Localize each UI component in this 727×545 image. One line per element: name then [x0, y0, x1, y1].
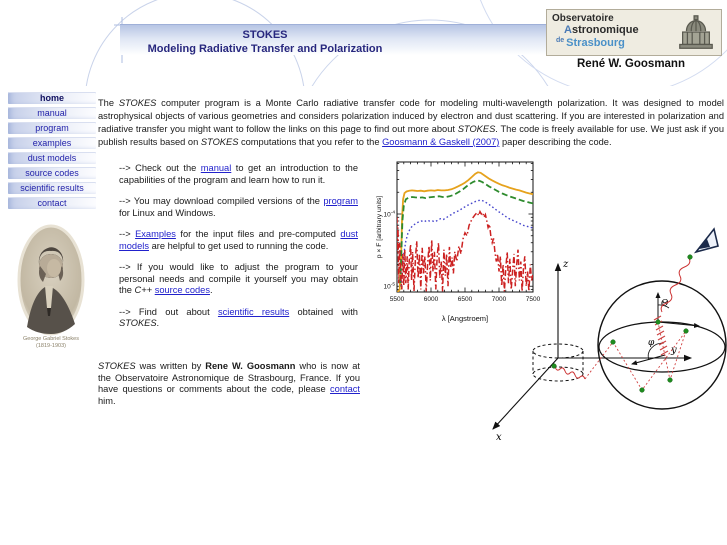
- sidebar-item-label: contact: [37, 198, 67, 208]
- feature-item: [119, 307, 358, 330]
- sidebar-item-source-codes[interactable]: [8, 167, 96, 179]
- feature-item: [119, 196, 358, 219]
- credits-paragraph: [98, 361, 360, 407]
- text-segment: who is now at the Observatoire Astronomique de Strasbourg, France. If you have questions or comments about the code, please: [98, 361, 360, 395]
- sidebar-item-program[interactable]: [8, 122, 96, 134]
- text-segment: computer program is a Monte Carlo radiative transfer code for modeling multi-wavelength polarization. It was designed to model astrophysical objects of various geometries and considers polarization induced by electron and dust scattering. If you are interested in polarization and radiative transfer you might want to follow the links on this page to find out more about: [98, 98, 724, 134]
- sidebar-item-examples[interactable]: [8, 137, 96, 149]
- text-segment: him.: [98, 395, 116, 406]
- text-segment: are helpful to get used to running the code.: [148, 240, 329, 251]
- text-segment: . The code is freely available for use. We just ask if you publish results based on: [98, 123, 725, 147]
- site-title-block: [120, 28, 410, 56]
- text-link[interactable]: program: [323, 196, 358, 206]
- sidebar-item-label: dust models: [27, 153, 77, 163]
- text-segment: --> Check out the: [119, 163, 201, 173]
- sidebar-item-scientific-results[interactable]: [8, 182, 96, 194]
- y-axis-title: p × F [arbitrary units]: [376, 195, 383, 259]
- main-coordinate-axes: [493, 264, 691, 429]
- text-segment: Rene W. Goosmann: [205, 361, 296, 372]
- x-tick-label: 6000: [423, 296, 439, 303]
- page-subtitle: Modeling Radiative Transfer and Polarization: [147, 43, 383, 55]
- text-link[interactable]: scientific results: [217, 306, 290, 317]
- text-link[interactable]: Examples: [135, 229, 176, 239]
- y-tick-label: $10^{-5}$: [383, 282, 395, 291]
- observatory-logo[interactable]: [546, 9, 722, 56]
- sidebar-item-label: source codes: [25, 168, 79, 178]
- portrait-caption: George Gabriel Stokes (1819-1903): [23, 336, 79, 349]
- sidebar-item-label: manual: [37, 108, 67, 118]
- x-tick-label: 7000: [491, 296, 507, 303]
- text-link[interactable]: contact: [330, 384, 360, 395]
- logo-line-astronomique: Astronomique: [564, 24, 639, 36]
- y-tick-label: $10^{-4}$: [383, 210, 395, 219]
- text-segment: STOKES: [457, 123, 496, 134]
- observer-eye-icon: [696, 229, 718, 252]
- text-segment: STOKES: [118, 98, 157, 109]
- text-segment: C++: [134, 285, 153, 295]
- x-tick-label: 6500: [457, 296, 473, 303]
- x-tick-label: 5500: [389, 296, 405, 303]
- photon-squiggle-entry: [555, 367, 585, 379]
- logo-line-observatoire: Observatoire: [552, 13, 614, 24]
- page-title: STOKES: [242, 29, 288, 41]
- text-segment: STOKES: [119, 318, 157, 328]
- observatory-building-icon: [675, 12, 717, 54]
- text-segment: --> You may download compiled versions of the: [119, 196, 324, 206]
- stokes-portrait: [17, 224, 85, 336]
- text-link[interactable]: source codes: [154, 285, 210, 295]
- feature-item: [119, 163, 358, 186]
- text-segment: paper describing the code.: [499, 136, 612, 147]
- text-link[interactable]: dust models: [119, 229, 358, 251]
- author-name: René W. Goosmann: [577, 58, 685, 70]
- text-segment: to get an introduction to the capabilities of the program and learn how to run it.: [119, 163, 359, 185]
- text-segment: for Linux and Windows.: [119, 207, 216, 218]
- text-segment: -->: [119, 229, 136, 239]
- text-segment: computations that you refer to the: [238, 136, 383, 147]
- sidebar-item-dust-models[interactable]: [8, 152, 96, 164]
- sidebar-item-label: home: [39, 93, 64, 103]
- logo-line-strasbourg: $^{de}$ Strasbourg: [556, 37, 625, 49]
- text-segment: for the input files and pre-computed: [175, 229, 341, 239]
- x-tick-label: 7500: [525, 296, 541, 303]
- sidebar-item-home[interactable]: [8, 92, 96, 104]
- theta-label: Θ: [661, 299, 669, 309]
- text-segment: was written by: [135, 361, 206, 372]
- text-segment: --> Find out about: [119, 306, 218, 317]
- text-link[interactable]: manual: [200, 163, 232, 173]
- sidebar-item-label: program: [35, 123, 69, 133]
- text-segment: --> If you would like to adjust the program to your personal needs and compile it yourself you may obtain the: [119, 262, 358, 295]
- phi-label: φ: [648, 338, 655, 348]
- text-segment: STOKES: [200, 136, 239, 147]
- z-axis-label: z: [563, 259, 569, 270]
- feature-item: [119, 229, 358, 252]
- sidebar-item-label: examples: [32, 138, 72, 148]
- feature-item: [119, 262, 358, 297]
- geometry-diagram: [428, 168, 727, 460]
- intro-paragraph: [98, 97, 724, 148]
- text-link[interactable]: Goosmann & Gaskell (2007): [382, 136, 500, 147]
- sidebar-item-manual[interactable]: [8, 107, 96, 119]
- text-segment: .: [209, 285, 213, 295]
- sidebar: [8, 92, 96, 212]
- text-segment: STOKES: [98, 361, 136, 372]
- x-axis-title: λ [Angstroem]: [441, 314, 489, 323]
- sidebar-item-label: scientific results: [20, 183, 84, 193]
- x-axis-label: x: [496, 432, 502, 443]
- sidebar-item-contact[interactable]: [8, 197, 96, 209]
- y-axis-label: y: [671, 345, 677, 356]
- text-segment: obtained with: [289, 306, 358, 317]
- text-segment: The: [98, 98, 119, 109]
- feature-list: [119, 163, 358, 340]
- text-segment: .: [156, 318, 160, 328]
